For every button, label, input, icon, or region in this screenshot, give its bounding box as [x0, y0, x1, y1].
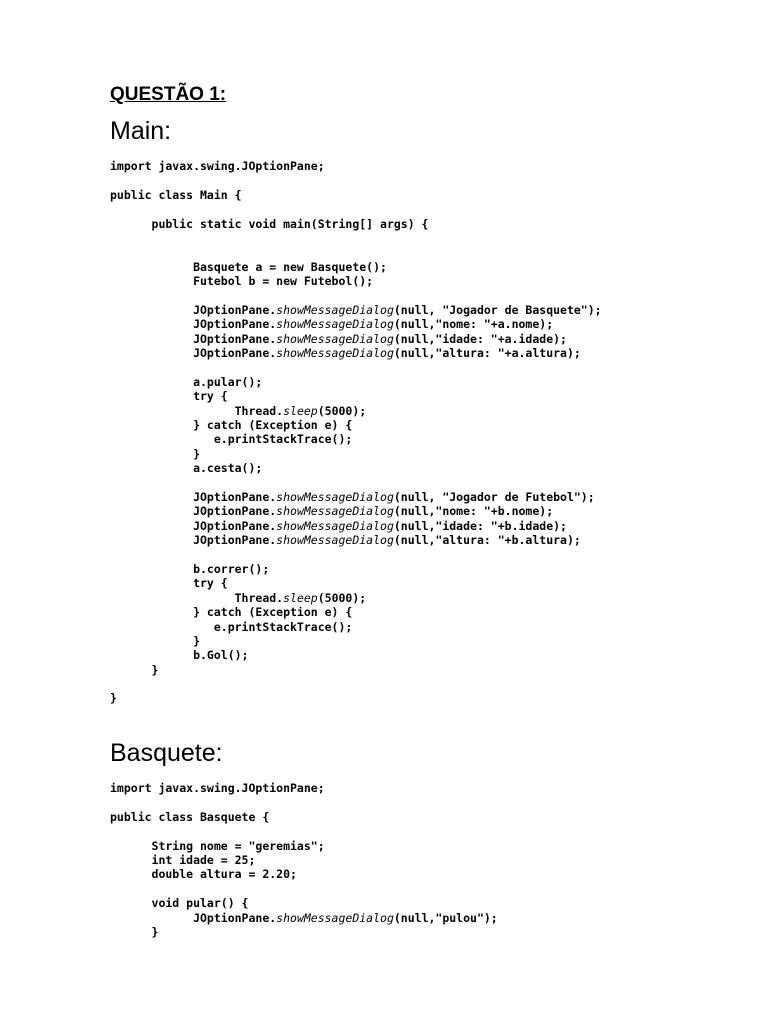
code-line: [110, 634, 602, 648]
code-method-name: sleep: [283, 403, 318, 418]
code-text: Futebol b = new Futebol();: [110, 274, 374, 289]
code-line: [110, 360, 602, 374]
code-line: [110, 389, 602, 403]
code-line: [110, 188, 602, 202]
code-text: (5000);: [317, 403, 367, 418]
code-text: }: [110, 446, 201, 461]
code-line: [110, 562, 602, 576]
code-line: [110, 231, 602, 245]
code-line: [110, 260, 602, 274]
code-line: [110, 663, 602, 677]
code-block-main: [110, 159, 602, 706]
code-text: Basquete a = new Basquete();: [110, 259, 387, 274]
code-text: JOptionPane.: [110, 317, 277, 332]
code-text: void pular() {: [110, 896, 249, 911]
code-method-name: showMessageDialog: [276, 518, 394, 533]
code-text: } catch (Exception e) {: [110, 605, 353, 620]
code-text: import javax.swing.JOptionPane;: [110, 159, 325, 173]
code-line: [110, 173, 602, 187]
code-text: try {: [110, 576, 228, 591]
code-line: [110, 853, 498, 867]
code-line: [110, 648, 602, 662]
code-text: (5000);: [317, 590, 367, 605]
code-text: }: [110, 662, 159, 677]
code-line: [110, 375, 602, 389]
code-text: (null,"pulou");: [393, 910, 498, 925]
code-line: [110, 576, 602, 590]
code-text: Thread.: [110, 590, 284, 605]
code-text: public class Main {: [110, 187, 242, 202]
code-text: JOptionPane.: [110, 910, 277, 925]
code-method-name: showMessageDialog: [276, 302, 394, 317]
document-page: [110, 0, 750, 1024]
code-line: [110, 447, 602, 461]
code-method-name: showMessageDialog: [276, 489, 394, 504]
code-method-name: showMessageDialog: [276, 346, 394, 361]
section-title-main: Main:: [110, 117, 172, 145]
code-line: [110, 677, 602, 691]
code-line: [110, 882, 498, 896]
code-text: JOptionPane.: [110, 489, 277, 504]
code-line: [110, 911, 498, 925]
code-line: [110, 476, 602, 490]
code-text: int idade = 25;: [110, 852, 256, 867]
code-text: (null,"nome: "+a.nome);: [393, 317, 554, 332]
code-text: (null,"idade: "+b.idade);: [393, 518, 567, 533]
code-line: [110, 605, 602, 619]
code-line: [110, 591, 602, 605]
code-text: }: [110, 633, 201, 648]
code-text: }: [110, 691, 117, 706]
code-text: (null, "Jogador de Futebol");: [393, 489, 595, 504]
code-text: double altura = 2.20;: [110, 867, 297, 882]
code-method-name: showMessageDialog: [276, 504, 394, 519]
code-text: public class Basquete {: [110, 809, 270, 824]
code-line: [110, 332, 602, 346]
code-text: public static void main(String[] args) {: [110, 216, 429, 231]
code-text: (null,"nome: "+b.nome);: [393, 504, 554, 519]
code-line: [110, 925, 498, 939]
code-text: String nome = "geremias";: [110, 838, 325, 853]
question-heading: QUESTÃO 1:: [110, 84, 227, 105]
code-line: [110, 620, 602, 634]
code-line: [110, 303, 602, 317]
code-block-basquete: [110, 781, 498, 939]
section-title-basquete: Basquete:: [110, 739, 223, 767]
code-text: JOptionPane.: [110, 518, 277, 533]
code-method-name: showMessageDialog: [276, 533, 394, 548]
code-text: import javax.swing.JOptionPane;: [110, 781, 325, 795]
code-text: } catch (Exception e) {: [110, 418, 353, 433]
code-text: (null,"altura: "+b.altura);: [393, 533, 581, 548]
code-line: [110, 159, 602, 173]
code-text: JOptionPane.: [110, 331, 277, 346]
code-text: JOptionPane.: [110, 346, 277, 361]
code-text: (null,"altura: "+a.altura);: [393, 346, 581, 361]
code-text: (null,"idade: "+a.idade);: [393, 331, 567, 346]
code-text: e.printStackTrace();: [110, 619, 353, 634]
code-line: [110, 824, 498, 838]
code-line: [110, 418, 602, 432]
code-line: [110, 691, 602, 705]
code-method-name: showMessageDialog: [276, 317, 394, 332]
code-line: [110, 810, 498, 824]
code-line: [110, 461, 602, 475]
code-text: try {: [110, 389, 228, 404]
code-line: [110, 346, 602, 360]
code-text: b.Gol();: [110, 648, 249, 663]
code-text: (null, "Jogador de Basquete");: [393, 302, 602, 317]
code-line: [110, 217, 602, 231]
code-method-name: showMessageDialog: [276, 331, 394, 346]
code-line: [110, 896, 498, 910]
code-line: [110, 289, 602, 303]
code-line: [110, 533, 602, 547]
code-method-name: showMessageDialog: [276, 910, 394, 925]
code-line: [110, 432, 602, 446]
code-line: [110, 867, 498, 881]
code-method-name: sleep: [283, 590, 318, 605]
code-text: }: [110, 924, 159, 939]
code-line: [110, 245, 602, 259]
code-line: [110, 548, 602, 562]
code-line: [110, 404, 602, 418]
code-line: [110, 839, 498, 853]
code-line: [110, 795, 498, 809]
code-text: a.pular();: [110, 374, 263, 389]
code-text: a.cesta();: [110, 461, 263, 476]
code-line: [110, 317, 602, 331]
code-text: JOptionPane.: [110, 302, 277, 317]
code-text: b.correr();: [110, 561, 270, 576]
code-line: [110, 504, 602, 518]
code-line: [110, 519, 602, 533]
code-line: [110, 490, 602, 504]
code-line: [110, 202, 602, 216]
code-line: [110, 781, 498, 795]
code-text: JOptionPane.: [110, 533, 277, 548]
code-text: e.printStackTrace();: [110, 432, 353, 447]
code-text: JOptionPane.: [110, 504, 277, 519]
code-text: Thread.: [110, 403, 284, 418]
code-line: [110, 274, 602, 288]
